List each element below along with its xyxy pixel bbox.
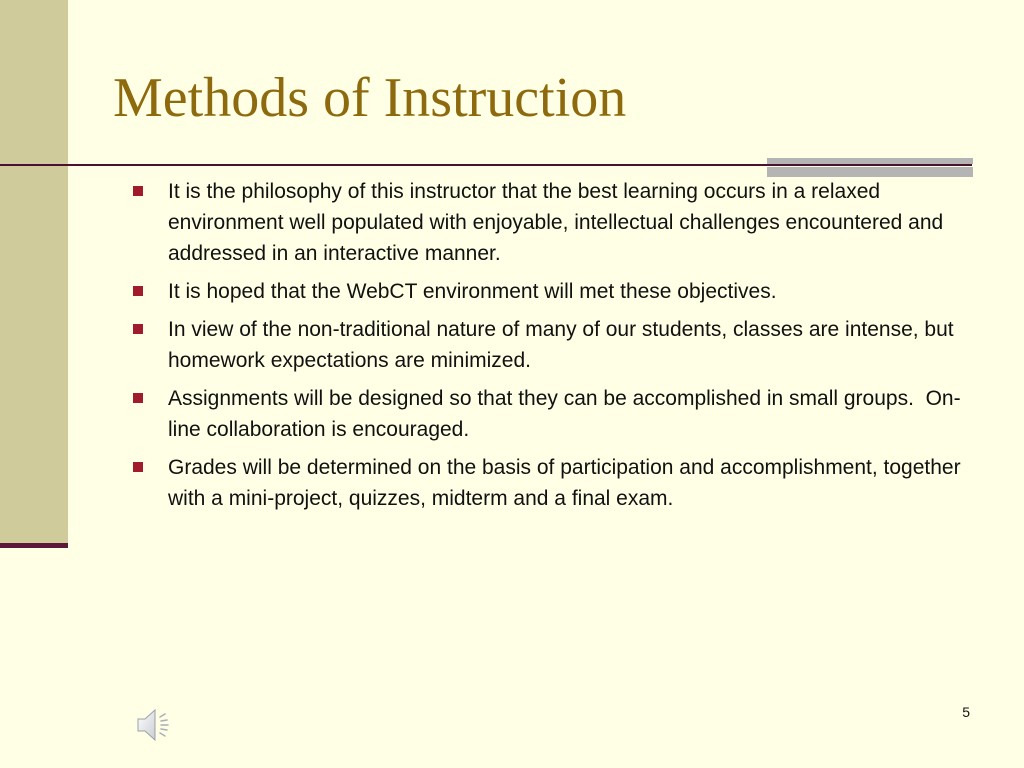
bullet-text: Assignments will be designed so that they can be accomplished in small groups. On-line collaboration is encouraged.	[168, 387, 961, 441]
bullet-item	[0, 383, 1024, 445]
slide-title: Methods of Instruction	[113, 67, 627, 129]
bullet-item	[0, 452, 1024, 514]
bullet-marker	[133, 324, 143, 334]
bullet-marker	[133, 393, 143, 403]
bullet-item	[0, 276, 1024, 307]
speaker-icon[interactable]	[134, 704, 172, 746]
bullet-list	[0, 176, 1024, 521]
page-number: 5	[962, 704, 970, 720]
bullet-item	[0, 314, 1024, 376]
bullet-text: It is the philosophy of this instructor that the best learning occurs in a relaxed environment well populated with enjoyable, intellectual challenges encountered and addressed in an interactive manner.	[168, 180, 944, 265]
bullet-text: It is hoped that the WebCT environment will met these objectives.	[168, 280, 777, 303]
bullet-marker	[133, 462, 143, 472]
bullet-text: Grades will be determined on the basis of participation and accomplishment, together with a mini-project, quizzes, midterm and a final exam.	[168, 456, 961, 510]
bullet-text: In view of the non-traditional nature of many of our students, classes are intense, but homework expectations are minimized.	[168, 318, 954, 372]
bullet-marker	[133, 186, 143, 196]
sidebar-bottom-rule	[0, 543, 68, 548]
bullet-item	[0, 176, 1024, 269]
bullet-marker	[133, 286, 143, 296]
